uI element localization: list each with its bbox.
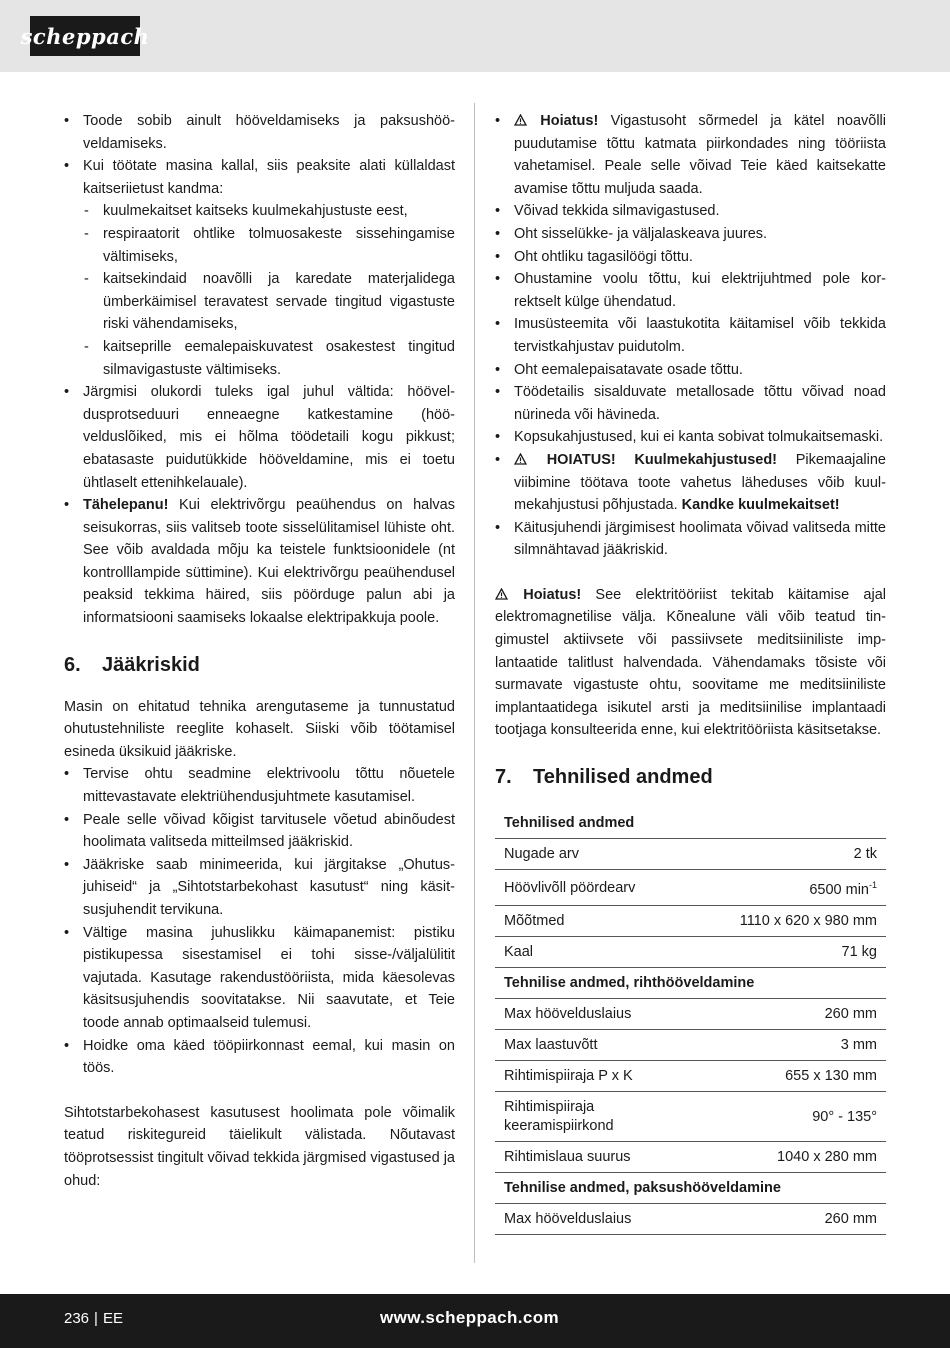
table-header-row: Tehnilise andmed, paksushööveldamine	[495, 1173, 886, 1204]
technical-data-table	[495, 808, 886, 1235]
footer-bar	[0, 1294, 950, 1348]
list-item: • Jääkriske saab minimeerida, kui järgitakse „Ohutusjuhiseid“ ja „Sihtotstarbekohast kasutust“ ning käsitsusjuhendit tervikuna.	[64, 854, 455, 922]
table-row: Höövlivõll pöördearv 6500 $\min^{-1}$	[495, 870, 886, 906]
table-row: Mõõtmed 1110 x 620 x 980 mm	[495, 906, 886, 937]
list-item: • Imusüsteemita või laastukotita käitamisel võib tekkida tervistkahjustav puidutolm.	[495, 313, 886, 358]
list-item: • Vältige masina juhuslikku käimapanemist: pistiku pistikupessa sisestamisel ei tohi sisse-/väljalülitit vajutada. Kasutage rakendustööriista, mida käesolevas käsitsusjuhendis soovitatakse. Nii saavutate, et Teie toode annab optimaalseid tulemusi.	[64, 922, 455, 1035]
sub-list-item: - respiraatorit ohtlike tolmuosakeste sissehingamise vältimiseks,	[84, 225, 455, 265]
table-row: Max laastuvõtt 3 mm	[495, 1030, 886, 1061]
page-number: 236 | EE	[64, 1310, 123, 1327]
sub-list-item: - kaitseprille eemalepaiskuvatest osakestest tingitud silmavigastuste vältimiseks.	[84, 338, 455, 378]
table-header-row: Tehnilise andmed, rihthööveldamine	[495, 968, 886, 999]
list-item: • Oht ohtliku tagasilöögi tõttu.	[495, 246, 886, 269]
warning-triangle-icon	[514, 449, 528, 472]
table-row: Rihtimispiiraja keeramispiirkond 90° - 135°	[495, 1092, 886, 1142]
emf-warning-paragraph: Hoiatus! See elektritööriist tekitab käitamise ajal elektromagnetilise välja. Kõnealune väli võib teatud tingimustel aktiivsete või passiivsete meditsiiniliste implantaatide talitlust halvendada. Vähendamaks tõsiste või surmavate vigastuste ohtu, soovitame me meditsiiniliste implantaatidega isikutel arsti ja meditsiinilise implantaadi tootjaga konsulteerida enne, kui elektritööriista käsitsetakse.	[495, 584, 886, 742]
table-row: Nugade arv 2 tk	[495, 839, 886, 870]
list-item: • Järgmisi olukordi tuleks igal juhul vältida: hööveldusprotseduuri enneaegne katkestamine (höövelduslõiked, mis ei hõlma töödetaili kogu pikkust; ebatasaste puidutükkide hööveldamine, mis ei toetu ühtlaselt ettenihkelauale).	[64, 381, 455, 494]
table-header-row: Tehnilised andmed	[495, 808, 886, 839]
warning-list-item: • Hoiatus! Vigastusoht sõrmedel ja kätel noavõlli puudutamise tõttu katmata piirkondades ning tööriista vahetamisel. Peale selle võivad Teie käed kaitsekatte avamise tõttu muljuda saada.	[495, 110, 886, 200]
list-item: • Käitusjuhendi järgimisest hoolimata võivad valitseda mitte silmnähtavad jääkriskid.	[495, 517, 886, 562]
list-item: • Tervise ohtu seadmine elektrivoolu tõttu nõuetele mittevastavate elektriühendusjuhtmete kasutamisel.	[64, 763, 455, 808]
list-item: • Peale selle võivad kõigist tarvitusele võetud abinõudest hoolimata valitseda mitteilmsed jääkriskid.	[64, 809, 455, 854]
paragraph: Masin on ehitatud tehnika arengutaseme ja tunnustatud ohutustehniliste reeglite kohaselt. Siiski võib töötamisel esineda üksikuid jääkriske.	[64, 698, 455, 760]
list-item: • Töödetailis sisalduvate metallosade tõttu võivad noad nürineda või hävineda.	[495, 381, 886, 426]
table-row: Max höövelduslaius 260 mm	[495, 1204, 886, 1235]
paragraph: Sihtotstarbekohasest kasutusest hoolimata pole võimalik teatud riskitegureid täielikult välistada. Nõutavast tööprotsessist tingitult võivad tekkida järgmised vigastused ja ohud:	[64, 1104, 455, 1189]
list-item: • Ohustamine voolu tõttu, kui elektrijuhtmed pole korrektselt külge ühendatud.	[495, 268, 886, 313]
list-item: • Toode sobib ainult hööveldamiseks ja paksushööveldamiseks.	[64, 110, 455, 155]
table-row: Rihtimislaua suurus 1040 x 280 mm	[495, 1142, 886, 1173]
column-divider	[474, 103, 475, 1263]
warning-list-item: • HOIATUS! Kuulmekahjustused! Pikemaajaline viibimine töötava toote vahetus läheduses võib kuulmekahjustusi põhjustada. Kandke kuulmekaitset!	[495, 449, 886, 517]
list-item: • Oht sisselükke- ja väljalaskeava juures.	[495, 223, 886, 246]
table-row: Rihtimispiiraja P x K 655 x 130 mm	[495, 1061, 886, 1092]
warning-triangle-icon	[495, 584, 509, 607]
section-heading-7: 7. Tehnilised andmed	[495, 766, 713, 789]
list-item: • Oht eemalepaisatavate osade tõttu.	[495, 359, 886, 382]
scheppach-logo: scheppach	[30, 16, 140, 56]
list-item: • Kui töötate masina kallal, siis peaksite alati küllaldast kaitseriietust kandma:	[64, 155, 455, 200]
table-row: Max höövelduslaius 260 mm	[495, 999, 886, 1030]
right-column	[495, 110, 886, 1235]
header-bar	[0, 0, 950, 72]
list-item: • Tähelepanu! Kui elektrivõrgu peaühendus on halvas seisukorras, siis valitseb toote sisselülitamisel lühiste oht. See võib avaldada mõju ka teistele funktsioonidele (nt kontrolllampide süttimine). Kui elektrivõrgu peaühendusel peaksid tekkima häired, siis pöörduge palun abi ja informatsiooni saamiseks lokaalse elektripakkuja poole.	[64, 494, 455, 630]
section-heading-6: 6. Jääkriskid	[64, 653, 200, 676]
list-item: • Võivad tekkida silmavigastused.	[495, 200, 886, 223]
sub-list-item: - kuulmekaitset kaitseks kuulmekahjustuste eest,	[84, 203, 408, 220]
sub-list-item: - kaitsekindaid noavõlli ja karedate materjalidega ümberkäimisel teravatest servade tingitud vigastuste riski vähendamiseks,	[84, 271, 455, 333]
list-item: • Kopsukahjustused, kui ei kanta sobivat tolmukaitsemaski.	[495, 426, 886, 449]
table-row: Kaal 71 kg	[495, 937, 886, 968]
left-column	[64, 110, 455, 1192]
website-url: www.scheppach.com	[380, 1308, 560, 1327]
warning-triangle-icon	[514, 110, 528, 133]
list-item: • Hoidke oma käed tööpiirkonnast eemal, kui masin on töös.	[64, 1035, 455, 1080]
